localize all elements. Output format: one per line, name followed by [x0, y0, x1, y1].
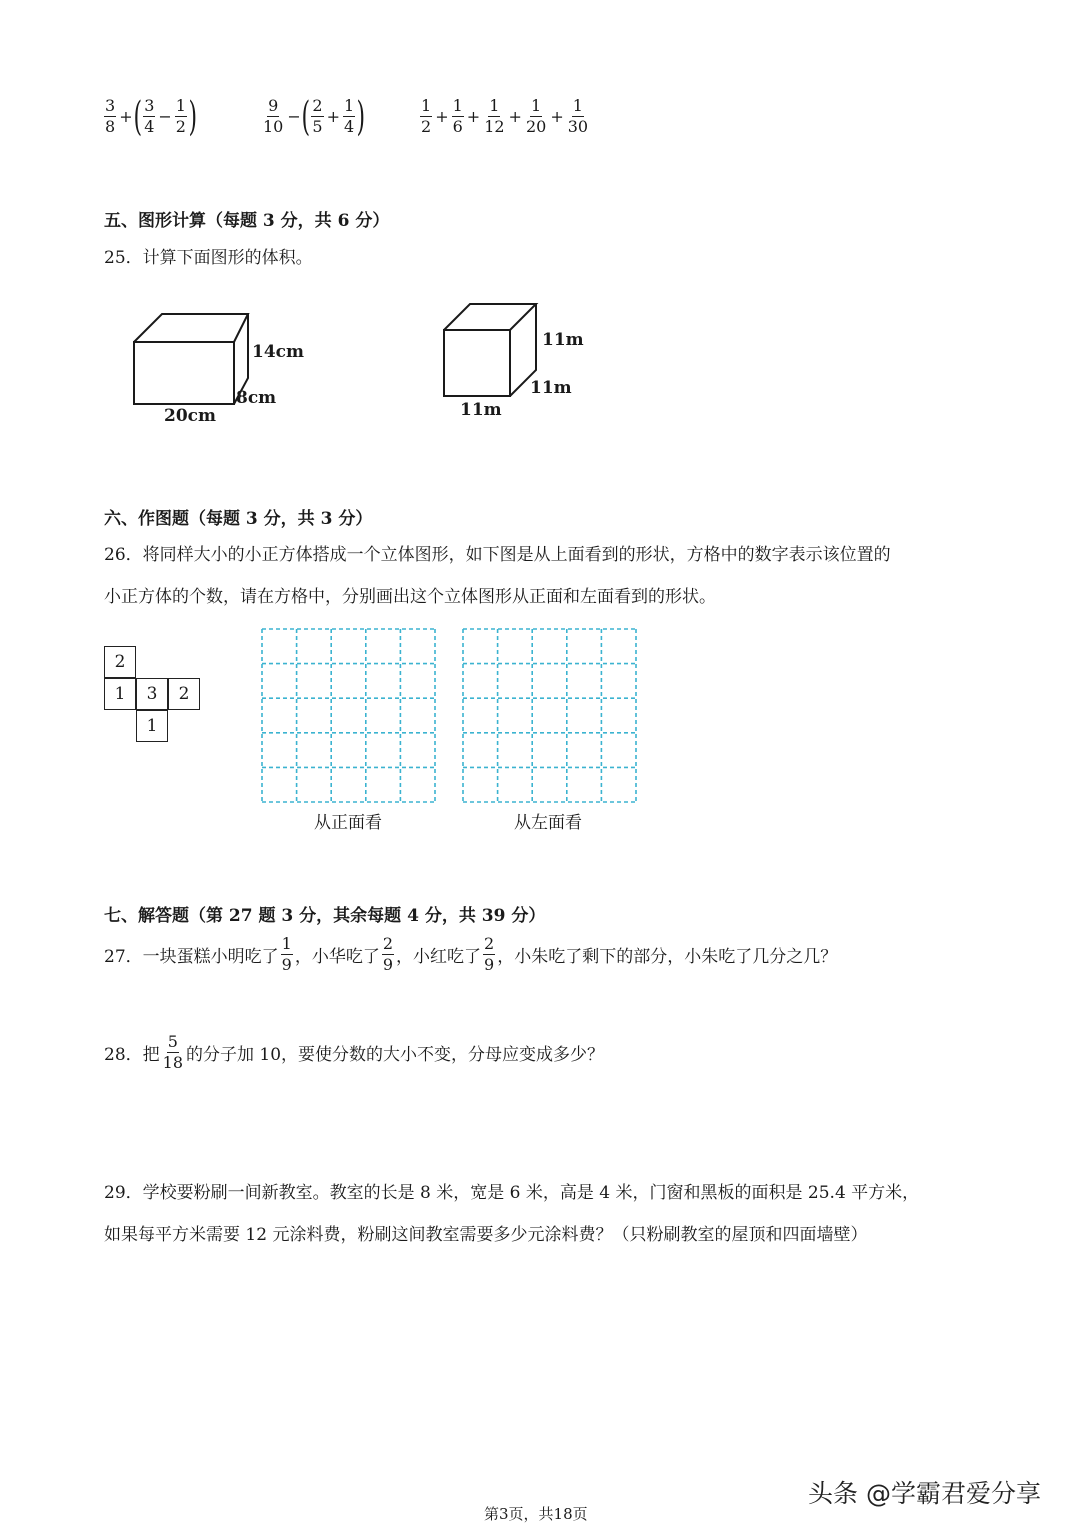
operator: + [119, 107, 133, 126]
section-7-heading: 七、解答题（第 27 题 3 分，其余每题 4 分，共 39 分） [104, 906, 546, 926]
fraction: $\frac{1}{12}$ [484, 96, 505, 136]
fraction: $\frac{1}{20}$ [525, 96, 547, 136]
top-view-cell: 2 [104, 646, 136, 678]
operator: + [466, 107, 481, 126]
left-view-caption: 从左面看 [514, 813, 582, 833]
cuboid-figure [120, 300, 320, 435]
operator: − [287, 107, 301, 126]
operator: − [158, 107, 172, 126]
top-view-cell: 1 [104, 678, 136, 710]
top-view-cell: 2 [168, 678, 200, 710]
fraction: $\frac{1}{2}$ [421, 96, 432, 136]
fraction: $\frac{1}{9}$ [281, 934, 292, 974]
question-28: 28．把 $\frac{5}{18}$ 的分子加 10，要使分数的大小不变，分母应变成多少？ [104, 1032, 605, 1072]
top-view-cell: 1 [136, 710, 168, 742]
fraction: $\frac{2}{5}$ [312, 96, 323, 136]
cube-height-label: 11m [542, 330, 584, 350]
cube-width-label: 11m [460, 400, 502, 420]
left-paren: ( [301, 93, 310, 140]
fraction: $\frac{2}{9}$ [484, 934, 495, 974]
section-6-heading: 六、作图题（每题 3 分，共 3 分） [104, 509, 373, 529]
watermark: 头条 @学霸君爱分享 [808, 1479, 1041, 1508]
question-27: 27．一块蛋糕小明吃了 $\frac{1}{9}$ ，小华吃了 $\frac{2}{9}$ ，小红吃了 $\frac{2}{9}$ ，小朱吃了剩下的部分，小朱吃了几分之几？ [104, 934, 838, 974]
fraction: $\frac{3}{4}$ [144, 96, 155, 136]
right-paren: ) [356, 93, 366, 140]
fraction: $\frac{1}{2}$ [175, 96, 186, 136]
fraction: $\frac{3}{8}$ [105, 96, 116, 136]
question-26-line1: 26．将同样大小的小正方体搭成一个立体图形，如下图是从上面看到的形状，方格中的数字表示该位置的 [104, 545, 891, 565]
page-footer: 第3页，共18页 [484, 1505, 588, 1523]
operator: + [326, 107, 340, 126]
question-29-line2: 如果每平方米需要 12 元涂料费，粉刷这间教室需要多少元涂料费？（只粉刷教室的屋顶和四面墙壁） [104, 1225, 868, 1245]
expression-1 [102, 93, 198, 140]
right-paren: ) [188, 93, 198, 140]
fraction: $\frac{1}{4}$ [343, 96, 355, 136]
cuboid-width-label: 20cm [164, 406, 216, 426]
fraction: $\frac{1}{30}$ [567, 96, 589, 136]
question-29-line1: 29．学校要粉刷一间新教室。教室的长是 8 米，宽是 6 米，高是 4 米，门窗和黑板的面积是 25.4 平方米， [104, 1183, 920, 1203]
cuboid-depth-label: 8cm [236, 388, 277, 408]
question-26-line2: 小正方体的个数，请在方格中，分别画出这个立体图形从正面和左面看到的形状。 [104, 587, 716, 607]
section-5-heading: 五、图形计算（每题 3 分，共 6 分） [104, 211, 390, 231]
operator: + [435, 107, 449, 126]
cube-depth-label: 11m [530, 378, 572, 398]
top-view-cell: 3 [136, 678, 168, 710]
question-25: 25．计算下面图形的体积。 [104, 248, 313, 268]
expression-3 [418, 96, 591, 137]
fraction: $\frac{1}{6}$ [452, 96, 463, 136]
cuboid-height-label: 14cm [252, 342, 304, 362]
fraction: $\frac{9}{10}$ [263, 96, 284, 136]
front-view-answer-grid[interactable] [259, 626, 439, 804]
front-view-caption: 从正面看 [314, 813, 382, 833]
left-paren: ( [133, 93, 142, 140]
expression-2 [260, 93, 366, 140]
operator: + [508, 107, 522, 126]
fraction: $\frac{5}{18}$ [162, 1032, 183, 1072]
left-view-answer-grid[interactable] [460, 626, 640, 804]
fraction: $\frac{2}{9}$ [382, 934, 394, 974]
operator: + [550, 107, 564, 126]
